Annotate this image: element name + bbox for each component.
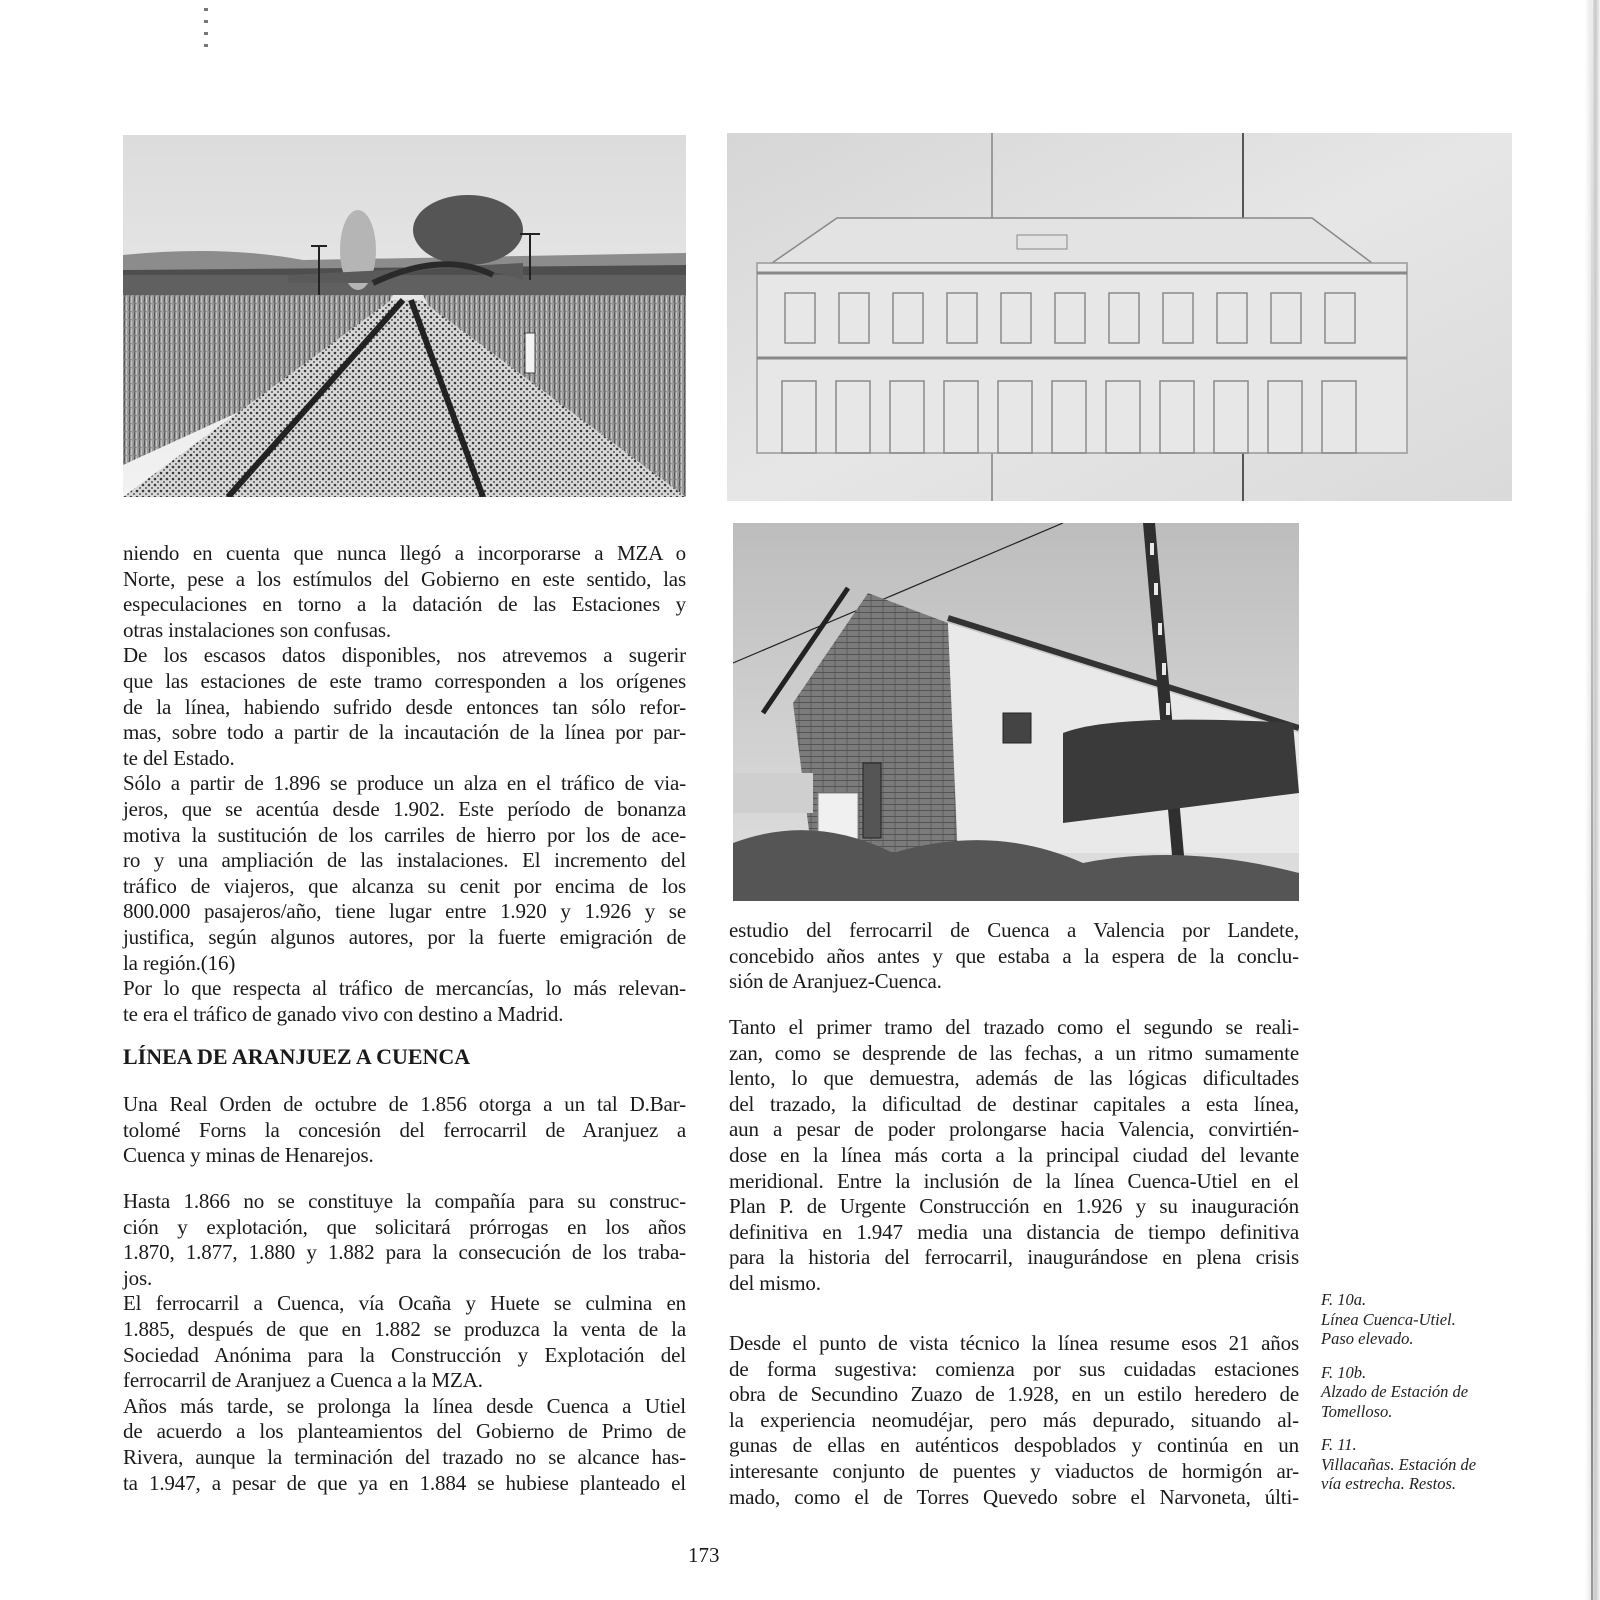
text-line: que las estaciones de este tramo corresponden a los orígenes bbox=[123, 668, 686, 693]
text-line: motiva la sustitución de los carriles de hierro por los de ace- bbox=[123, 822, 686, 847]
text-line: tráfico de viajeros, que alcanza su cenit por encima de los bbox=[123, 873, 686, 898]
caption-id: F. 11. bbox=[1321, 1435, 1357, 1454]
paragraph bbox=[123, 1394, 686, 1496]
caption-line: Villacañas. Estación de bbox=[1321, 1454, 1477, 1474]
text-line: Tanto el primer tramo del trazado como el segundo se reali- bbox=[729, 1015, 1299, 1039]
right-column-text bbox=[729, 918, 1299, 995]
caption-line: vía estrecha. Restos. bbox=[1321, 1474, 1457, 1493]
text-line: de forma sugestiva: comienza por sus cuidadas estaciones bbox=[729, 1356, 1299, 1381]
text-line: jos. bbox=[123, 1265, 153, 1290]
text-line: la experiencia neomudéjar, pero más depurado, situando al- bbox=[729, 1407, 1299, 1432]
paragraph bbox=[123, 541, 686, 643]
text-line: Cuenca y minas de Henarejos. bbox=[123, 1143, 374, 1168]
caption-id: F. 10a. bbox=[1321, 1290, 1367, 1309]
text-line: jeros, que se acentúa desde 1.902. Este período de bonanza bbox=[123, 796, 686, 821]
paragraph bbox=[123, 1092, 686, 1169]
text-line: Norte, pese a los estímulos del Gobierno en este sentido, las bbox=[123, 566, 686, 591]
caption-line: Línea Cuenca-Utiel. bbox=[1321, 1309, 1456, 1329]
text-line: para la historia del ferrocarril, inaugurándose en plena crisis bbox=[729, 1245, 1299, 1270]
text-line: zan, como se desprende de las fechas, a un ritmo sumamente bbox=[729, 1040, 1299, 1065]
page-number: 173 bbox=[688, 1543, 720, 1567]
text-line: El ferrocarril a Cuenca, vía Ocaña y Huete se culmina en bbox=[123, 1291, 686, 1316]
text-line: te del Estado. bbox=[123, 745, 235, 770]
text-line: 1.870, 1.877, 1.880 y 1.882 para la consecución de los traba- bbox=[123, 1240, 686, 1265]
paragraph bbox=[123, 1189, 686, 1291]
text-line: Por lo que respecta al tráfico de mercancías, lo más relevan- bbox=[123, 976, 686, 1001]
text-line: sión de Aranjuez-Cuenca. bbox=[729, 969, 942, 994]
paragraph bbox=[123, 771, 686, 976]
text-line: gunas de ellas en auténticos despoblados y continúa en un bbox=[729, 1433, 1299, 1458]
text-line: Rivera, aunque la terminación del trazado no se alcance has- bbox=[123, 1444, 686, 1469]
text-line: ro y una ampliación de las instalaciones. El incremento del bbox=[123, 848, 686, 873]
paragraph bbox=[123, 1291, 686, 1393]
caption-id: F. 10b. bbox=[1321, 1362, 1367, 1382]
text-line: meridional. Entre la inclusión de la línea Cuenca-Utiel en el bbox=[729, 1168, 1299, 1193]
text-line: mas, sobre todo a partir de la incautación de la línea por par- bbox=[123, 720, 686, 745]
caption-line: Alzado de Estación de bbox=[1321, 1382, 1469, 1401]
text-line: De los escasos datos disponibles, nos atrevemos a sugerir bbox=[123, 643, 686, 668]
text-line: Plan P. de Urgente Construcción en 1.926 y su inauguración bbox=[729, 1194, 1299, 1219]
text-line: de acuerdo a los planteamientos del Gobierno de Primo de bbox=[123, 1419, 686, 1444]
text-line: del trazado, la dificultad de destinar capitales a esta línea, bbox=[729, 1091, 1299, 1116]
text-line: la región.(16) bbox=[123, 950, 236, 975]
left-column-text bbox=[123, 541, 686, 1027]
text-line: ta 1.947, a pesar de que ya en 1.884 se hubiese planteado el bbox=[123, 1470, 686, 1495]
right-column-text-2 bbox=[729, 1015, 1299, 1297]
text-line: obra de Secundino Zuazo de 1.928, en un estilo heredero de bbox=[729, 1382, 1299, 1407]
caption-line: Tomelloso. bbox=[1321, 1401, 1393, 1421]
text-line: 800.000 pasajeros/año, tiene lugar entre 1.920 y 1.926 y se bbox=[123, 899, 686, 924]
text-line: Sólo a partir de 1.896 se produce un alza en el tráfico de via- bbox=[123, 771, 686, 796]
text-line: lento, lo que demuestra, además de las lógicas dificultades bbox=[729, 1066, 1299, 1091]
text-line: mado, como el de Torres Quevedo sobre el Narvoneta, últi- bbox=[729, 1484, 1299, 1509]
text-line: otras instalaciones son confusas. bbox=[123, 617, 391, 642]
caption-f10b bbox=[1321, 1363, 1531, 1422]
text-line: especulaciones en torno a la datación de las Estaciones y bbox=[123, 592, 686, 617]
paragraph bbox=[123, 976, 686, 1027]
section-heading: LÍNEA DE ARANJUEZ A CUENCA bbox=[123, 1044, 471, 1069]
text-line: Desde el punto de vista técnico la línea resume esos 21 años bbox=[729, 1331, 1299, 1355]
caption-f11 bbox=[1321, 1435, 1531, 1494]
text-line: dose en la línea más corta a la principal ciudad del levante bbox=[729, 1142, 1299, 1167]
text-line: Hasta 1.866 no se constituye la compañía para su construc- bbox=[123, 1189, 686, 1213]
text-line: Una Real Orden de octubre de 1.856 otorga a un tal D.Bar- bbox=[123, 1092, 686, 1116]
text-line: del mismo. bbox=[729, 1270, 821, 1295]
text-line: definitiva en 1.947 media una distancia de tiempo definitiva bbox=[729, 1219, 1299, 1244]
drawing-station-elevation bbox=[727, 133, 1512, 501]
left-column-text-2 bbox=[123, 1092, 686, 1169]
text-line: Sociedad Anónima para la Construcción y Explotación del bbox=[123, 1342, 686, 1367]
text-line: tolomé Forns la concesión del ferrocarril de Aranjuez a bbox=[123, 1117, 686, 1142]
page-binding-shadow bbox=[1591, 0, 1593, 1600]
paragraph bbox=[729, 1015, 1299, 1297]
text-line: estudio del ferrocarril de Cuenca a Valencia por Landete, bbox=[729, 918, 1299, 942]
text-line: justifica, según algunos autores, por la fuerte emigración de bbox=[123, 924, 686, 949]
text-line: aun a pesar de poder prolongarse hacia Valencia, convirtién- bbox=[729, 1117, 1299, 1142]
photo-railway-overpass bbox=[123, 135, 686, 497]
left-column-text-3 bbox=[123, 1189, 686, 1496]
figure-captions bbox=[1321, 1290, 1531, 1508]
right-column-text-3 bbox=[729, 1331, 1299, 1510]
text-line: de la línea, habiendo sufrido desde entonces tan sólo refor- bbox=[123, 694, 686, 719]
photo-villacanas-station bbox=[733, 523, 1299, 901]
scan-artifact bbox=[203, 8, 209, 58]
text-line: niendo en cuenta que nunca llegó a incorporarse a MZA o bbox=[123, 541, 686, 565]
text-line: interesante conjunto de puentes y viaductos de hormigón ar- bbox=[729, 1458, 1299, 1483]
text-line: ción y explotación, que solicitará prórrogas en los años bbox=[123, 1214, 686, 1239]
text-line: ferrocarril de Aranjuez a Cuenca a la MZA. bbox=[123, 1368, 483, 1393]
caption-line: Paso elevado. bbox=[1321, 1329, 1414, 1348]
text-line: Años más tarde, se prolonga la línea desde Cuenca a Utiel bbox=[123, 1393, 686, 1418]
paragraph bbox=[123, 643, 686, 771]
text-line: concebido años antes y que estaba a la espera de la conclu- bbox=[729, 943, 1299, 968]
text-line: te era el tráfico de ganado vivo con destino a Madrid. bbox=[123, 1001, 564, 1026]
paragraph bbox=[729, 1331, 1299, 1510]
text-line: 1.885, después de que en 1.882 se produzca la venta de la bbox=[123, 1316, 686, 1341]
caption-f10a bbox=[1321, 1290, 1531, 1349]
paragraph bbox=[729, 918, 1299, 995]
